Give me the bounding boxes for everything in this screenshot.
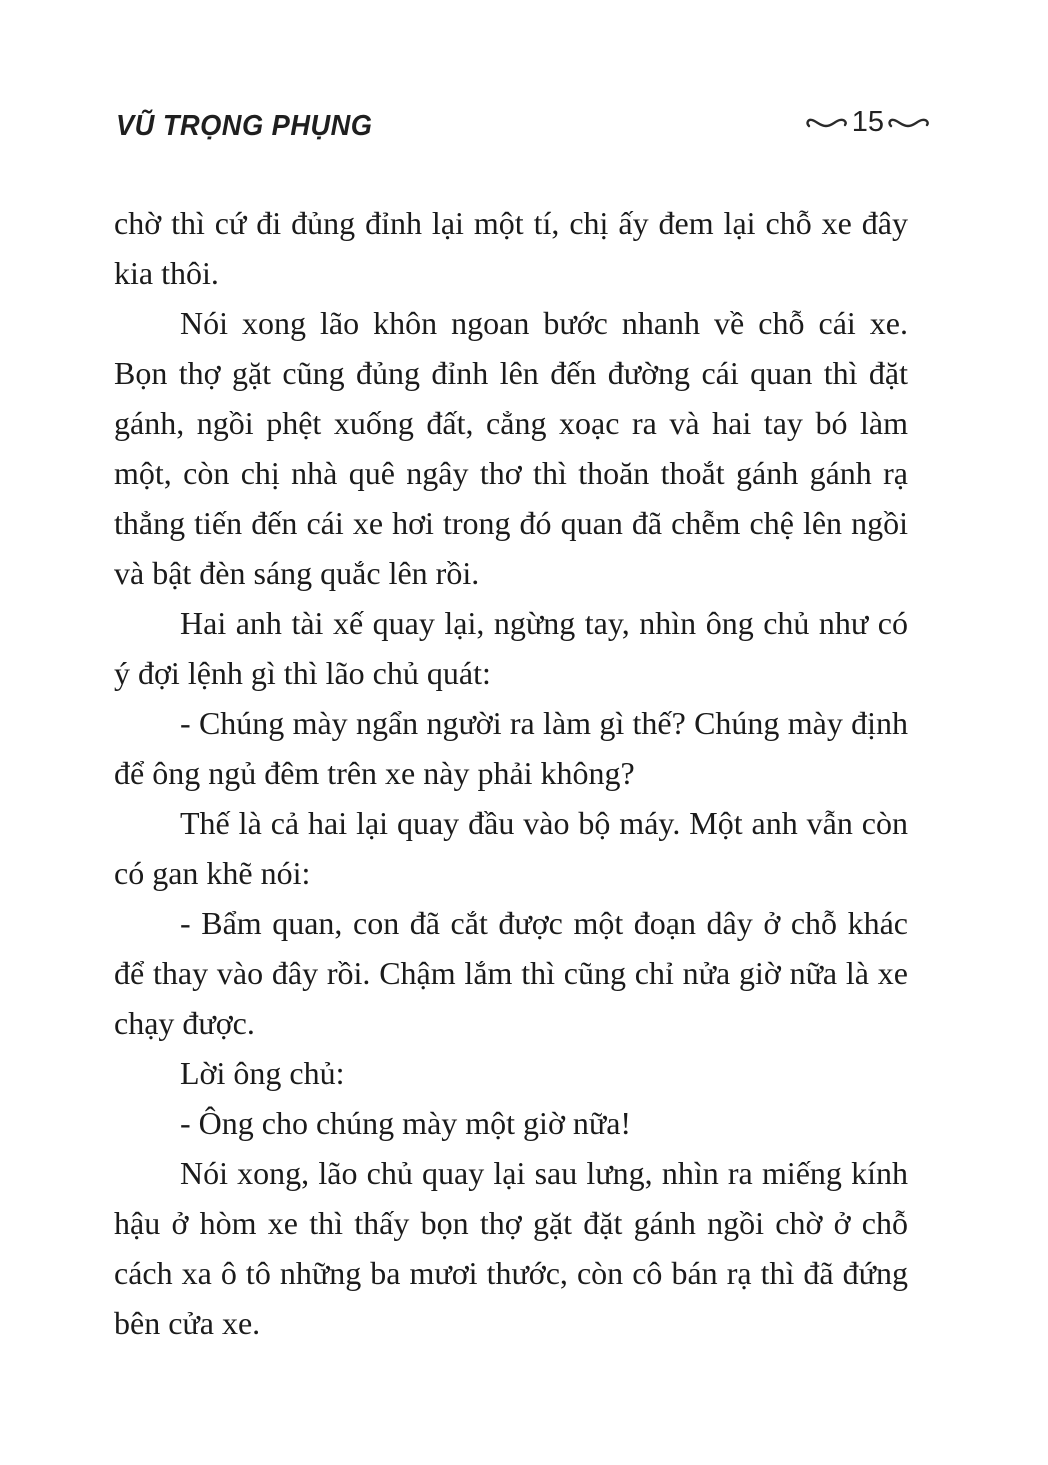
paragraph: - Ông cho chúng mày một giờ nữa! bbox=[180, 1105, 632, 1141]
swash-ornament-right-icon bbox=[886, 112, 932, 134]
paragraph: Lời ông chủ: bbox=[180, 1055, 345, 1091]
page-body bbox=[114, 198, 908, 1348]
paragraph: Nói xong, lão chủ quay lại sau lưng, nhìn ra miếng kính hậu ở hòm xe thì thấy bọn thợ gặt đặt gánh ngồi chờ ở chỗ cách xa ô tô những ba mươi thước, còn cô bán rạ thì đã đứng bên cửa xe. bbox=[114, 1155, 908, 1341]
page-number-group bbox=[804, 108, 932, 137]
author-name: VŨ TRỌNG PHỤNG bbox=[116, 110, 373, 142]
paragraph: - Bẩm quan, con đã cắt được một đoạn dây ở chỗ khác để thay vào đây rồi. Chậm lắm thì cũng chỉ nửa giờ nữa là xe chạy được. bbox=[114, 905, 908, 1041]
paragraph: Hai anh tài xế quay lại, ngừng tay, nhìn ông chủ như có ý đợi lệnh gì thì lão chủ quát: bbox=[114, 605, 908, 691]
swash-ornament-left-icon bbox=[804, 112, 850, 134]
page-header bbox=[116, 106, 932, 143]
page-number: 15 bbox=[851, 106, 884, 138]
paragraph: Thế là cả hai lại quay đầu vào bộ máy. Một anh vẫn còn có gan khẽ nói: bbox=[114, 805, 908, 891]
paragraph: Nói xong lão khôn ngoan bước nhanh về chỗ cái xe. Bọn thợ gặt cũng đủng đỉnh lên đến đường cái quan thì đặt gánh, ngồi phệt xuống đất, cẳng xoạc ra và hai tay bó làm một, còn chị nhà quê ngây thơ thì thoăn thoắt gánh gánh rạ thẳng tiến đến cái xe hơi trong đó quan đã chễm chệ lên ngồi và bật đèn sáng quắc lên rồi. bbox=[114, 305, 908, 591]
paragraph: chờ thì cứ đi đủng đỉnh lại một tí, chị ấy đem lại chỗ xe đây kia thôi. bbox=[114, 205, 908, 291]
paragraph: - Chúng mày ngẩn người ra làm gì thế? Chúng mày định để ông ngủ đêm trên xe này phải không? bbox=[114, 705, 908, 791]
